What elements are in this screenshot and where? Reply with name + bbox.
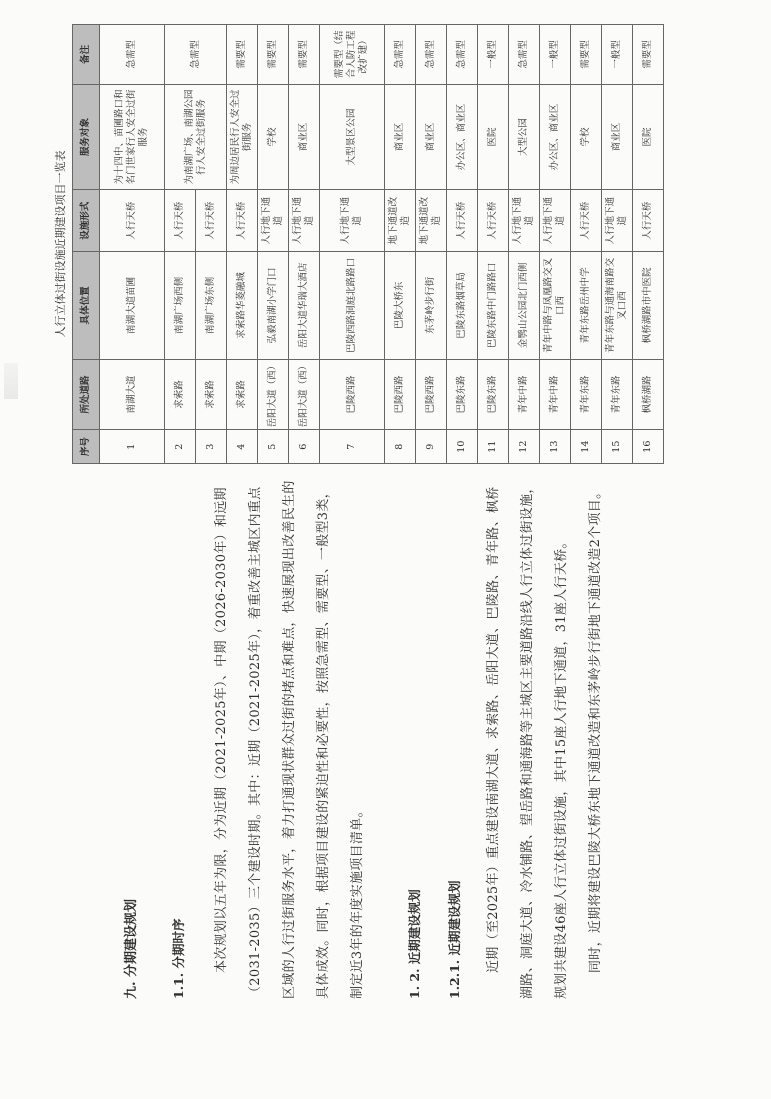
cell-form: 人行地下通道 xyxy=(509,190,540,252)
cell-no: 3 xyxy=(196,430,227,464)
cell-object: 为南湖广场、南湖公园行人安全过街服务 xyxy=(165,84,227,189)
table-title: 人行立体过街设施近期建设项目一览表 xyxy=(54,150,67,338)
cell-note: 一般型 xyxy=(478,25,509,85)
table-row xyxy=(165,25,196,464)
cell-no: 14 xyxy=(571,430,602,464)
cell-note: 需要型 xyxy=(289,25,320,85)
cell-note: 急需型 xyxy=(100,25,165,85)
table-row xyxy=(571,25,602,464)
table-row xyxy=(602,25,633,464)
cell-no: 15 xyxy=(602,430,633,464)
header-cell: 所处道路 xyxy=(73,359,100,430)
cell-note: 需要型（结合人防工程改扩建） xyxy=(320,25,385,85)
header-cell: 具体位置 xyxy=(73,252,100,360)
cell-form: 人行地下通道 xyxy=(289,190,320,252)
cell-no: 8 xyxy=(385,430,416,464)
cell-object: 学校 xyxy=(571,84,602,189)
header-cell: 设施形式 xyxy=(73,190,100,252)
cell-location: 金鹗山公园北门西侧 xyxy=(509,252,540,360)
cell-location: 弘毅南湖小学门口 xyxy=(258,252,289,360)
subheading-near-term-plan: 1.2.1. 近期建设规划 xyxy=(447,880,462,999)
table-row xyxy=(320,25,385,464)
table-header-row xyxy=(73,25,100,464)
cell-note: 需要型 xyxy=(227,25,258,85)
cell-no: 11 xyxy=(478,430,509,464)
cell-form: 人行地下通道 xyxy=(540,190,571,252)
cell-road: 求索路 xyxy=(196,359,227,430)
cell-road: 求索路 xyxy=(227,359,258,430)
cell-road: 求索路 xyxy=(165,359,196,430)
cell-form: 人行天桥 xyxy=(227,190,258,252)
cell-no: 10 xyxy=(447,430,478,464)
cell-object: 大型公园 xyxy=(509,84,540,189)
project-table xyxy=(72,24,664,464)
table-row xyxy=(385,25,416,464)
cell-location: 青年中路与凤凰路交叉口西 xyxy=(540,252,571,360)
cell-object: 商业区 xyxy=(416,84,447,189)
cell-location: 南湖广场西侧 xyxy=(165,252,196,360)
cell-no: 9 xyxy=(416,430,447,464)
cell-no: 13 xyxy=(540,430,571,464)
cell-form: 人行地下通道 xyxy=(320,190,385,252)
cell-location: 青年东路与通海南路交叉口西 xyxy=(602,252,633,360)
cell-road: 巴陵西路 xyxy=(416,359,447,430)
cell-location: 巴陵西路洞庭北路路口 xyxy=(320,252,385,360)
table-row xyxy=(478,25,509,464)
cell-object: 商业区 xyxy=(602,84,633,189)
cell-form: 人行天桥 xyxy=(571,190,602,252)
cell-note: 急需型 xyxy=(385,25,416,85)
cell-road: 青年中路 xyxy=(509,359,540,430)
table-row xyxy=(100,25,165,464)
cell-form: 人行天桥 xyxy=(447,190,478,252)
cell-object: 为周边居民行人安全过街服务 xyxy=(227,84,258,189)
cell-no: 5 xyxy=(258,430,289,464)
cell-form: 人行天桥 xyxy=(100,190,165,252)
cell-form: 地下通道改造 xyxy=(416,190,447,252)
cell-road: 青年东路 xyxy=(571,359,602,430)
cell-road: 巴陵西路 xyxy=(320,359,385,430)
section-heading: 九. 分期建设规划 xyxy=(124,898,139,999)
paragraph-near-term: 近期（至2025年）重点建设南湖大道、求索路、岳阳大道、巴陵路、青年路、枫桥湖路、洞庭大道、冷水铺路、望岳路和通海路等主城区主要道路沿线人行立体过街设施，规划共建设46座人行立体过街设施，其中15座人行地下通道，31座人行天桥。 xyxy=(486,480,569,999)
table-row xyxy=(258,25,289,464)
cell-road: 巴陵西路 xyxy=(385,359,416,430)
cell-location: 青年东路岳州中学 xyxy=(571,252,602,360)
cell-road: 巴陵东路 xyxy=(447,359,478,430)
cell-form: 人行天桥 xyxy=(165,190,196,252)
cell-location: 巴陵大桥东 xyxy=(385,252,416,360)
header-cell: 序号 xyxy=(73,430,100,464)
cell-object: 医院 xyxy=(478,84,509,189)
cell-form: 人行天桥 xyxy=(633,190,664,252)
cell-no: 1 xyxy=(100,430,165,464)
cell-note: 一般型 xyxy=(540,25,571,85)
scan-artifact xyxy=(4,363,18,399)
cell-object: 商业区 xyxy=(385,84,416,189)
cell-road: 岳阳大道（西） xyxy=(289,359,320,430)
cell-no: 6 xyxy=(289,430,320,464)
cell-no: 7 xyxy=(320,430,385,464)
cell-note: 急需型 xyxy=(416,25,447,85)
cell-form: 人行地下通道 xyxy=(258,190,289,252)
subheading-near-term: 1. 2. 近期建设规划 xyxy=(407,889,422,999)
cell-form: 人行天桥 xyxy=(196,190,227,252)
cell-note: 急需型 xyxy=(447,25,478,85)
cell-no: 16 xyxy=(633,430,664,464)
cell-road: 南湖大道 xyxy=(100,359,165,430)
table-row xyxy=(289,25,320,464)
cell-location: 岳阳大道华瑞大酒店 xyxy=(289,252,320,360)
cell-object: 办公区、商业区 xyxy=(540,84,571,189)
cell-road: 青年中路 xyxy=(540,359,571,430)
cell-location: 求索路华菱融城 xyxy=(227,252,258,360)
cell-object: 商业区 xyxy=(289,84,320,189)
cell-road: 岳阳大道（西） xyxy=(258,359,289,430)
cell-location: 巴陵东路中门路路口 xyxy=(478,252,509,360)
cell-no: 12 xyxy=(509,430,540,464)
cell-location: 东茅岭步行街 xyxy=(416,252,447,360)
cell-note: 急需型 xyxy=(165,25,227,85)
cell-location: 南湖广场东侧 xyxy=(196,252,227,360)
table-row xyxy=(447,25,478,464)
text-column xyxy=(120,479,613,999)
cell-location: 南湖大道苗圃 xyxy=(100,252,165,360)
cell-form: 地下通道改造 xyxy=(385,190,416,252)
table-row xyxy=(509,25,540,464)
cell-location: 枫桥湖路市中医院 xyxy=(633,252,664,360)
cell-object: 为十四中、苗圃路口和名门世家行人安全过街服务 xyxy=(100,84,165,189)
table-row xyxy=(540,25,571,464)
cell-no: 2 xyxy=(165,430,196,464)
header-cell: 备注 xyxy=(73,25,100,85)
paragraph-renovation: 同时，近期将建设巴陵大桥东地下通道改造和东茅岭步行街地下通道改造2个项目。 xyxy=(588,485,603,973)
cell-object: 医院 xyxy=(633,84,664,189)
cell-no: 4 xyxy=(227,430,258,464)
paragraph-phasing: 本次规划以五年为限，分为近期（2021-2025年）、中期（2026-2030年）和远期（2031-2035）三个建设时期。其中：近期（2021-2025年），着重改善主城区内重点区域的人行过街服务水平，着力打通现状群众过街的堵点和难点，快速展现出改善民生的具体成效。同时，根据项目建设的紧迫性和必要性，按照急需型、需要型、一般型3类，制定近3年的年度实施项目清单。 xyxy=(214,480,365,999)
cell-road: 枫桥湖路 xyxy=(633,359,664,430)
cell-object: 办公区、商业区 xyxy=(447,84,478,189)
cell-note: 急需型 xyxy=(509,25,540,85)
cell-note: 一般型 xyxy=(602,25,633,85)
cell-object: 大型景区公园 xyxy=(320,84,385,189)
cell-object: 学校 xyxy=(258,84,289,189)
header-cell: 服务对象 xyxy=(73,84,100,189)
subheading-phasing: 1.1. 分期时序 xyxy=(171,918,186,999)
cell-note: 需要型 xyxy=(571,25,602,85)
cell-note: 需要型 xyxy=(633,25,664,85)
table-row xyxy=(633,25,664,464)
cell-form: 人行天桥 xyxy=(478,190,509,252)
cell-location: 巴陵东路烟草局 xyxy=(447,252,478,360)
table-row xyxy=(416,25,447,464)
table-row xyxy=(227,25,258,464)
cell-form: 人行地下通道 xyxy=(602,190,633,252)
cell-road: 巴陵东路 xyxy=(478,359,509,430)
cell-road: 青年东路 xyxy=(602,359,633,430)
cell-note: 需要型 xyxy=(258,25,289,85)
